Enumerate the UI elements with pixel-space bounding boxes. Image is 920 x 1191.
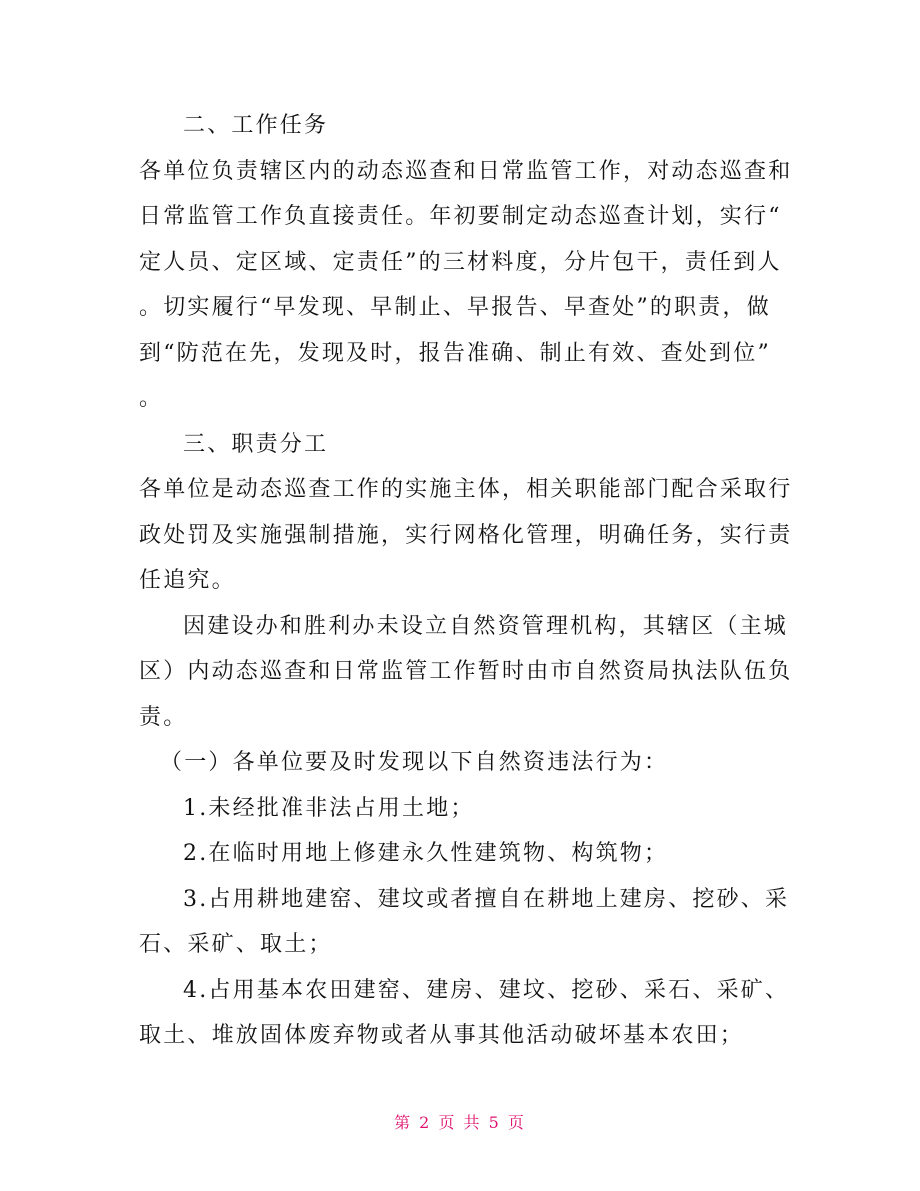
list-item: 4.占用基本农田建窑、建房、建坟、挖砂、采石、采矿、 [183, 978, 790, 1003]
list-item: 2.在临时用地上修建永久性建筑物、构筑物； [183, 841, 669, 866]
paragraph-line: 区）内动态巡查和日常监管工作暂时由市自然资局执法队伍负 [139, 659, 793, 684]
paragraph-line: 。 [139, 386, 164, 411]
list-item: 3.占用耕地建窑、建坟或者擅自在耕地上建房、挖砂、采 [183, 887, 790, 912]
list-item: 1.未经批准非法占用土地； [183, 796, 475, 821]
paragraph-line: 各单位是动态巡查工作的实施主体，相关职能部门配合采取行 [139, 477, 793, 502]
paragraph-line: 日常监管工作负直接责任。年初要制定动态巡查计划，实行“ [139, 204, 782, 229]
paragraph-line: 因建设办和胜利办未设立自然资管理机构，其辖区（主城 [183, 614, 789, 639]
section-heading-work-tasks: 二、工作任务 [183, 113, 329, 138]
paragraph-line: 定人员、定区域、定责任”的三材料度，分片包干，责任到人 [139, 250, 782, 275]
paragraph-line: 责。 [139, 705, 188, 730]
list-item-continuation: 取土、堆放固体废弃物或者从事其他活动破坏基本农田； [139, 1023, 745, 1048]
paragraph-line: 任追究。 [139, 568, 236, 593]
paragraph-line: 到“防范在先，发现及时，报告准确、制止有效、查处到位” [139, 341, 771, 366]
list-item-continuation: 石、采矿、取土； [139, 932, 333, 957]
subsection-heading: （一）各单位要及时发现以下自然资违法行为： [160, 750, 669, 775]
paragraph-line: 各单位负责辖区内的动态巡查和日常监管工作，对动态巡查和 [139, 159, 793, 184]
paragraph-line: 政处罚及实施强制措施，实行网格化管理，明确任务，实行责 [139, 523, 793, 548]
paragraph-line: 。切实履行“早发现、早制止、早报告、早查处”的职责，做 [139, 295, 771, 320]
section-heading-duties: 三、职责分工 [183, 432, 329, 457]
page-number-footer: 第 2 页 共 5 页 [394, 1113, 526, 1132]
